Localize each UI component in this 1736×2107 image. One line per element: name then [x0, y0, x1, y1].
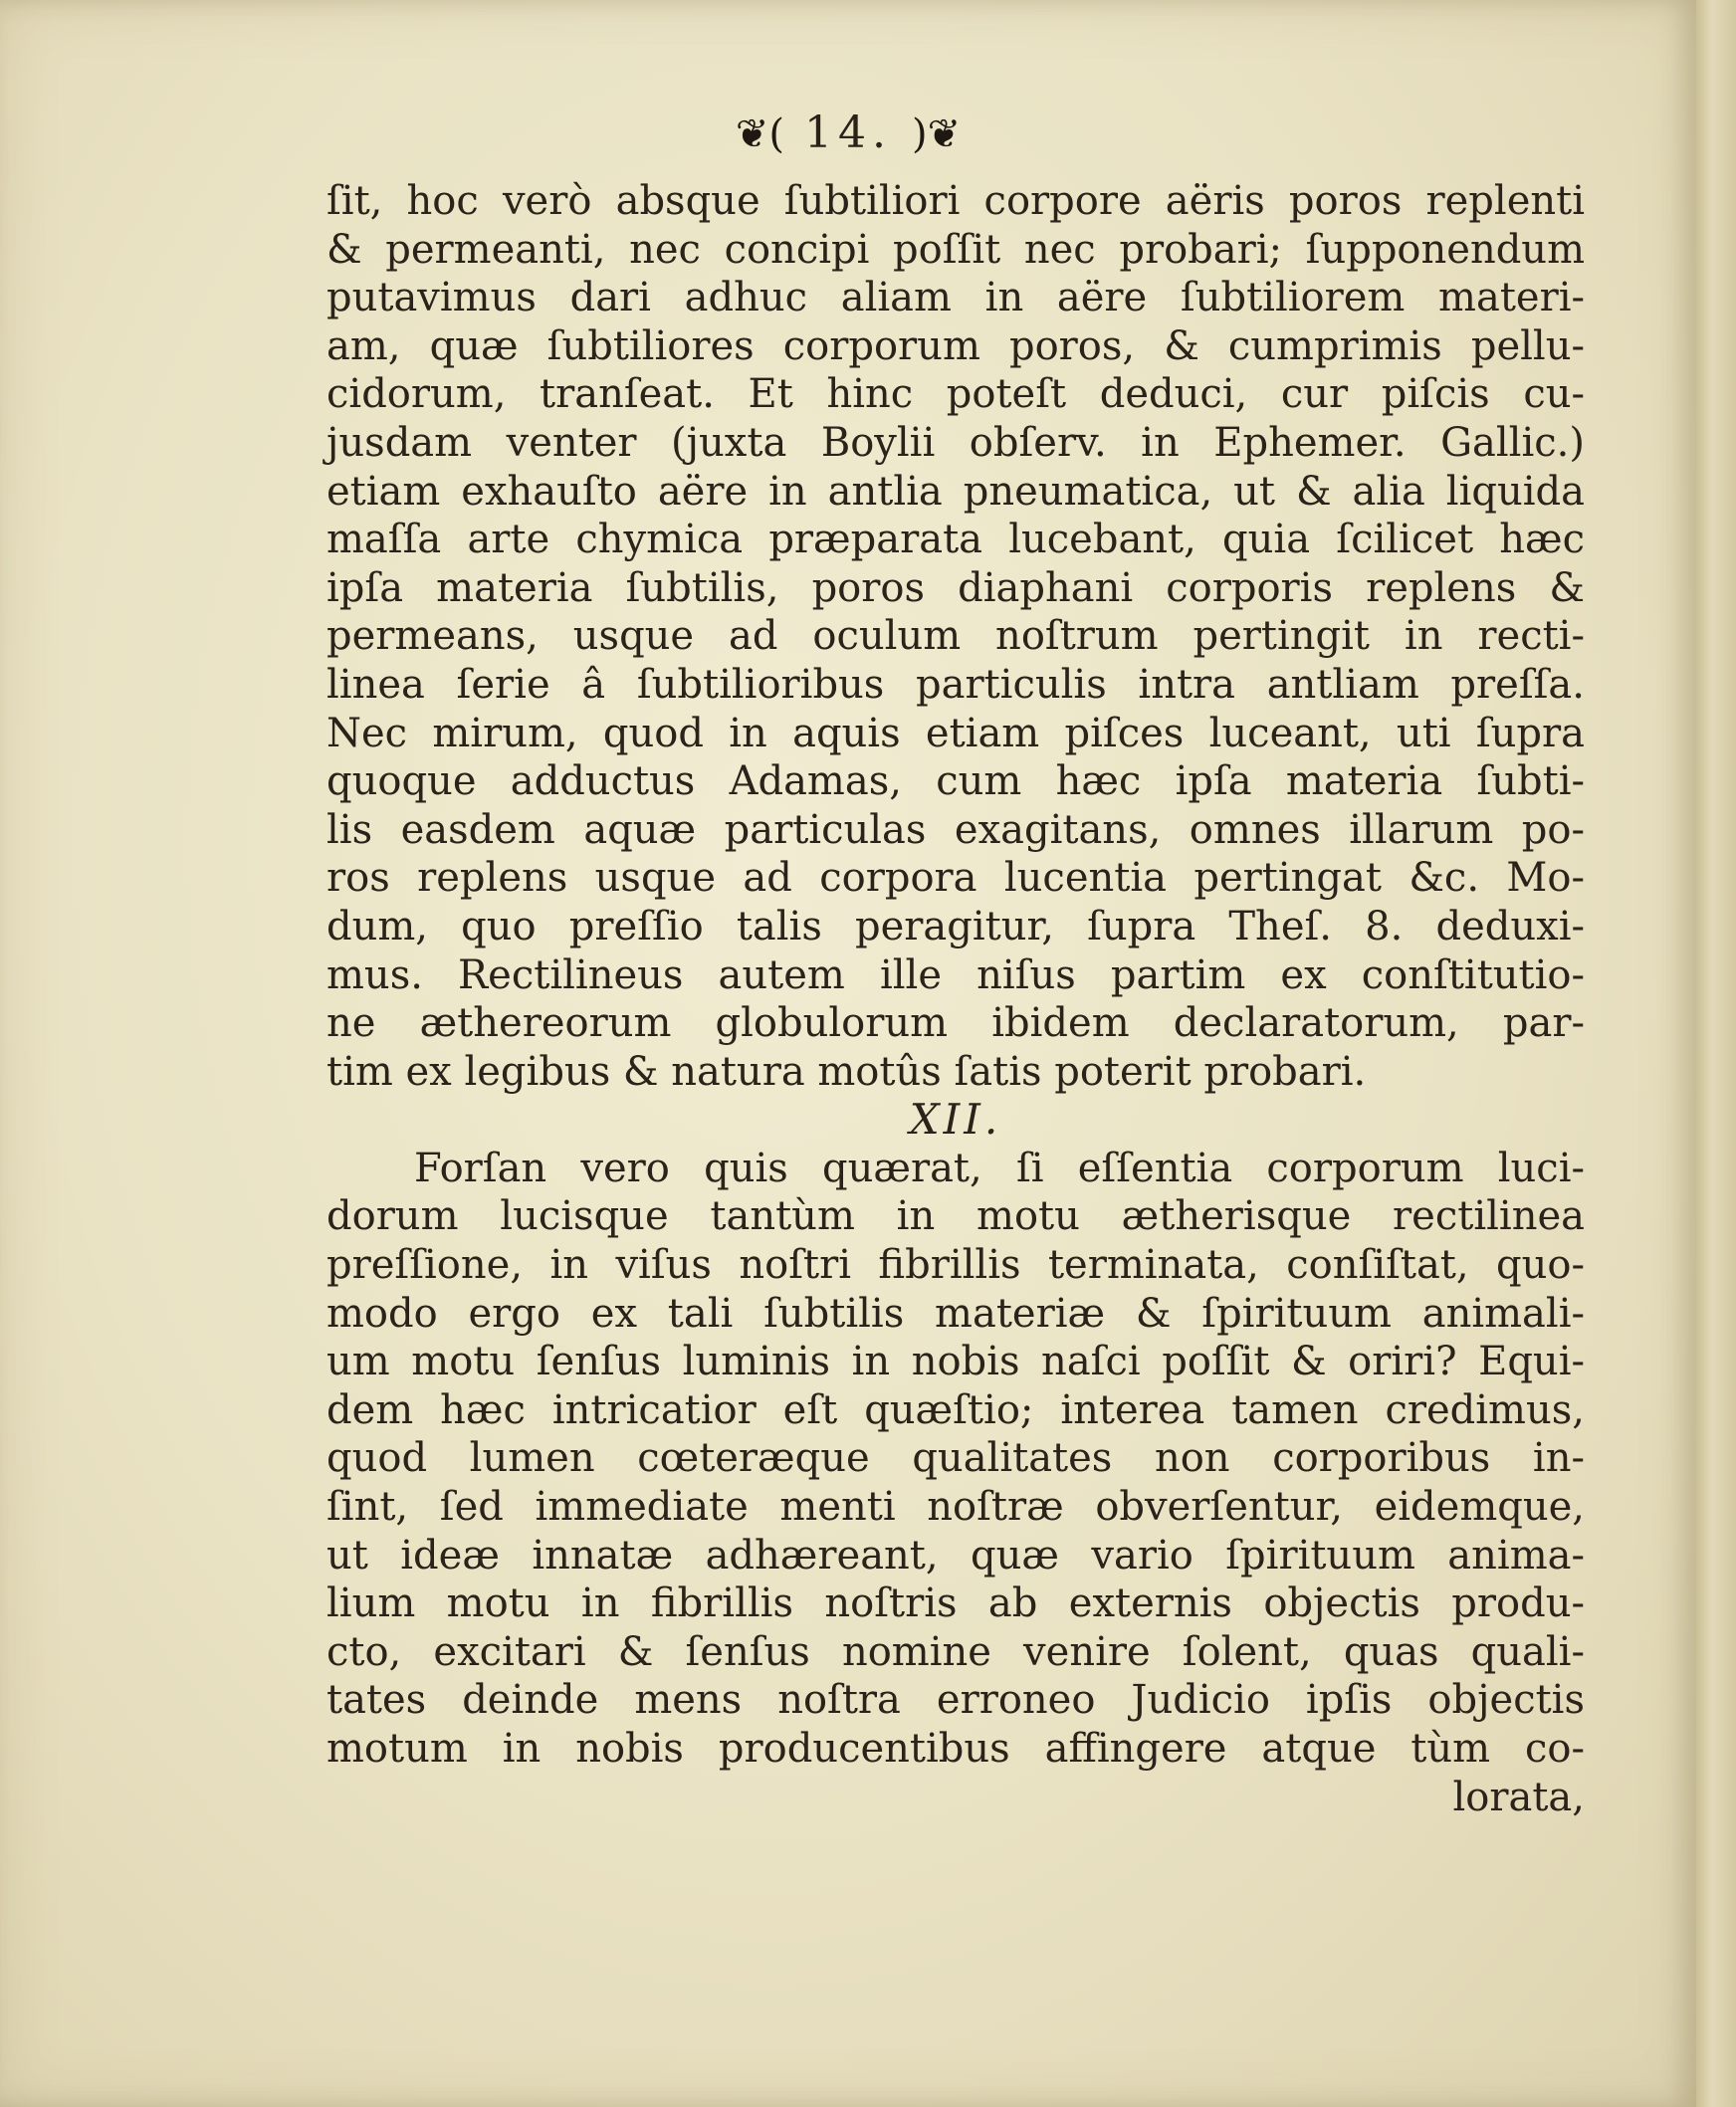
text-line: ſit, hoc verò absque ſubtiliori corpore aëris poros replenti	[326, 178, 1585, 224]
text-line: lis easdem aquæ particulas exagitans, omnes illarum po-	[326, 806, 1585, 853]
section-number: XII.	[909, 1095, 1002, 1145]
left-ornament: ❦(	[735, 111, 784, 157]
text-line: ipſa materia ſubtilis, poros diaphani corporis replens &	[326, 564, 1585, 611]
text-line: lium motu in fibrillis noſtris ab externis objectis produ-	[326, 1580, 1585, 1627]
text-line: dorum lucisque tantùm in motu ætherisque rectilinea	[326, 1193, 1585, 1240]
text-line: ſint, ſed immediate menti noſtræ obverſentur, eidemque,	[326, 1484, 1585, 1531]
text-line: jusdam venter (juxta Boylii obſerv. in Ephemer. Gallic.)	[326, 419, 1585, 466]
text-line: & permeanti, nec concipi poſſit nec probari; ſupponendum	[326, 226, 1585, 273]
page-text	[326, 177, 1585, 1821]
text-line: preſſione, in viſus noſtri fibrillis terminata, conſiſtat, quo-	[326, 1242, 1585, 1289]
text-line: dem hæc intricatior eſt quæſtio; interea tamen credimus,	[326, 1386, 1585, 1433]
text-line: tim ex legibus & natura motûs ſatis poterit probari.	[326, 1048, 1367, 1095]
text-line: tates deinde mens noſtra erroneo Judicio ipſis objectis	[326, 1677, 1585, 1724]
page-header	[0, 107, 1696, 158]
page-number: 14.	[804, 107, 892, 158]
text-line: um motu ſenſus luminis in nobis naſci poſſit & oriri? Equi-	[326, 1339, 1585, 1385]
text-line: ut ideæ innatæ adhæreant, quæ vario ſpirituum anima-	[326, 1532, 1585, 1579]
text-line: etiam exhauſto aëre in antlia pneumatica, ut & alia liquida	[326, 468, 1585, 515]
catchword: lorata,	[1452, 1774, 1585, 1820]
page-edge	[1696, 0, 1736, 2107]
text-line: am, quæ ſubtiliores corporum poros, & cumprimis pellu-	[326, 322, 1585, 369]
text-line: modo ergo ex tali ſubtilis materiæ & ſpirituum animali-	[326, 1290, 1585, 1337]
text-line: Forſan vero quis quærat, ſi eſſentia corporum luci-	[414, 1145, 1585, 1191]
text-line: maſſa arte chymica præparata lucebant, quia ſcilicet hæc	[326, 517, 1585, 563]
text-line: Nec mirum, quod in aquis etiam piſces luceant, uti ſupra	[326, 710, 1585, 756]
paragraph-2	[326, 1145, 1585, 1774]
text-line: quod lumen cœteræque qualitates non corporibus in-	[326, 1435, 1585, 1482]
text-line: quoque adductus Adamas, cum hæc ipſa materia ſubti-	[326, 758, 1585, 805]
text-line: linea ſerie â ſubtilioribus particulis intra antliam preſſa.	[326, 661, 1585, 708]
text-line: ros replens usque ad corpora lucentia pertingat &c. Mo-	[326, 855, 1585, 902]
text-line: ne æthereorum globulorum ibidem declaratorum, par-	[326, 1000, 1585, 1047]
text-line: putavimus dari adhuc aliam in aëre ſubtiliorem materi-	[326, 275, 1585, 321]
text-line: cto, excitari & ſenſus nomine venire ſolent, quas quali-	[326, 1628, 1585, 1675]
text-line: motum in nobis producentibus affingere atque tùm co-	[326, 1726, 1585, 1772]
text-line: permeans, usque ad oculum noſtrum pertingit in recti-	[326, 613, 1585, 660]
text-line: dum, quo preſſio talis peragitur, ſupra Theſ. 8. deduxi-	[326, 903, 1585, 949]
text-line: mus. Rectilineus autem ille niſus partim ex conſtitutio-	[326, 951, 1585, 998]
paragraph-1	[326, 177, 1585, 1096]
right-ornament: )❦	[911, 111, 962, 157]
text-line: cidorum, tranſeat. Et hinc poteſt deduci, cur piſcis cu-	[326, 371, 1585, 418]
